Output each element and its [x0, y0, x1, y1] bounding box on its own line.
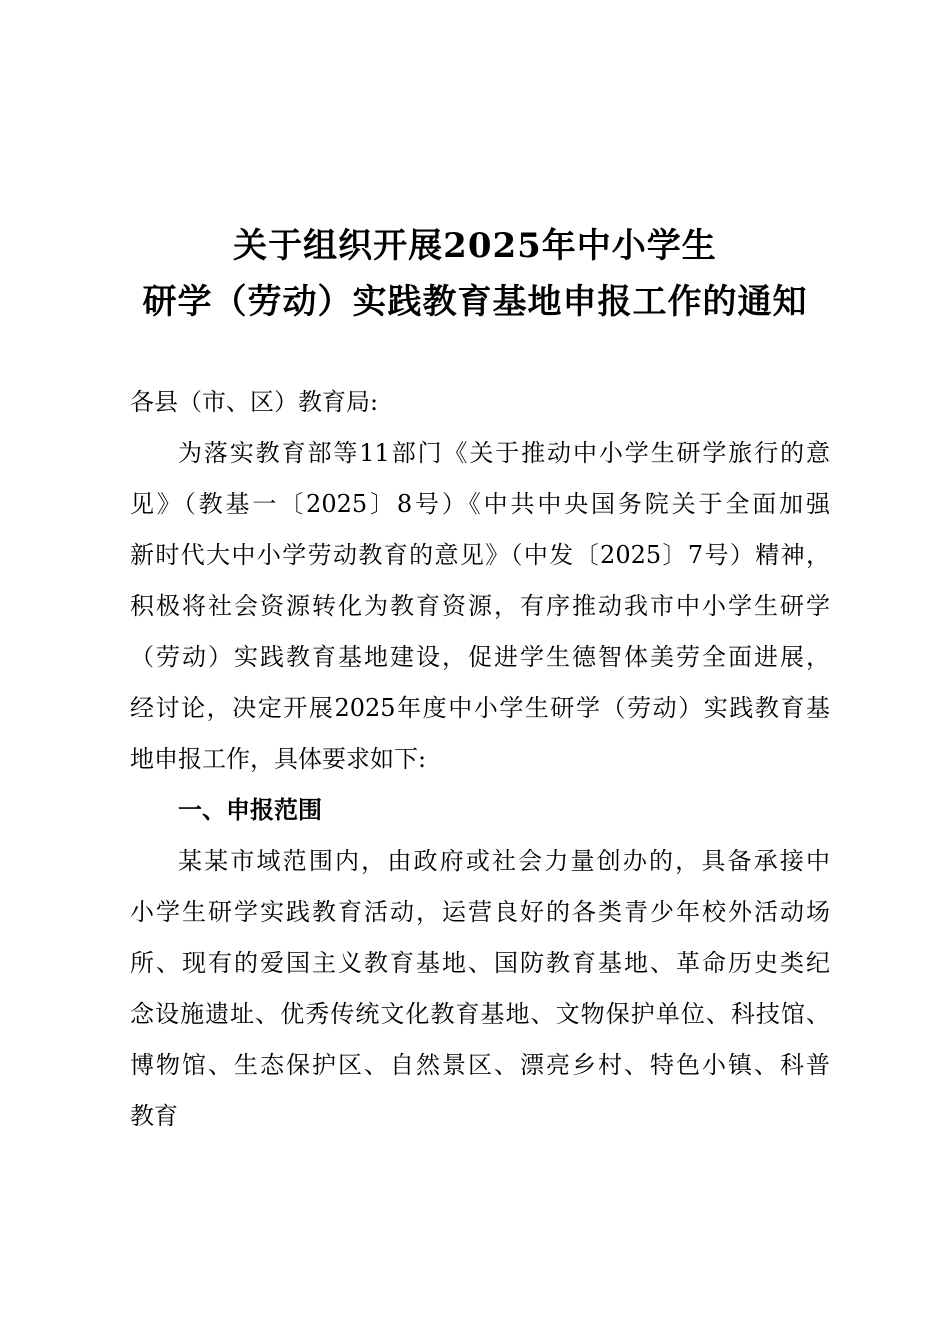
document-title-line-2: 研学（劳动）实践教育基地申报工作的通知: [142, 282, 808, 322]
salutation: 各县（市、区）教育局:: [130, 388, 379, 416]
paragraph-1-line-1: 为落实教育部等11部门《关于推动中小学生研学旅行的意: [178, 439, 830, 467]
paragraph-2-line-1: 某某市域范围内，由政府或社会力量创办的，具备承接中: [178, 847, 830, 875]
paragraph-2-line-2: 小学生研学实践教育活动，运营良好的各类青少年校外活动场: [130, 898, 830, 926]
paragraph-2-line-5: 博物馆、生态保护区、自然景区、漂亮乡村、特色小镇、科普: [130, 1051, 830, 1079]
paragraph-1-line-4: 积极将社会资源转化为教育资源，有序推动我市中小学生研学: [130, 592, 830, 620]
paragraph-1-line-7: 地申报工作，具体要求如下:: [130, 745, 427, 773]
document-title-line-1: 关于组织开展2025年中小学生: [233, 226, 717, 266]
paragraph-1-line-6: 经讨论，决定开展2025年度中小学生研学（劳动）实践教育基: [130, 694, 830, 722]
paragraph-2-line-4: 念设施遗址、优秀传统文化教育基地、文物保护单位、科技馆、: [130, 1000, 830, 1028]
paragraph-2-line-3: 所、现有的爱国主义教育基地、国防教育基地、革命历史类纪: [130, 949, 830, 977]
paragraph-2-line-6: 教育: [130, 1102, 178, 1130]
paragraph-1-line-2: 见》（教基一〔2025〕8号）《中共中央国务院关于全面加强: [130, 490, 830, 518]
paragraph-1-line-5: （劳动）实践教育基地建设，促进学生德智体美劳全面进展，: [130, 643, 830, 671]
section-1-heading: 一、申报范围: [178, 796, 322, 824]
paragraph-1-line-3: 新时代大中小学劳动教育的意见》（中发〔2025〕7号）精神，: [130, 541, 830, 569]
